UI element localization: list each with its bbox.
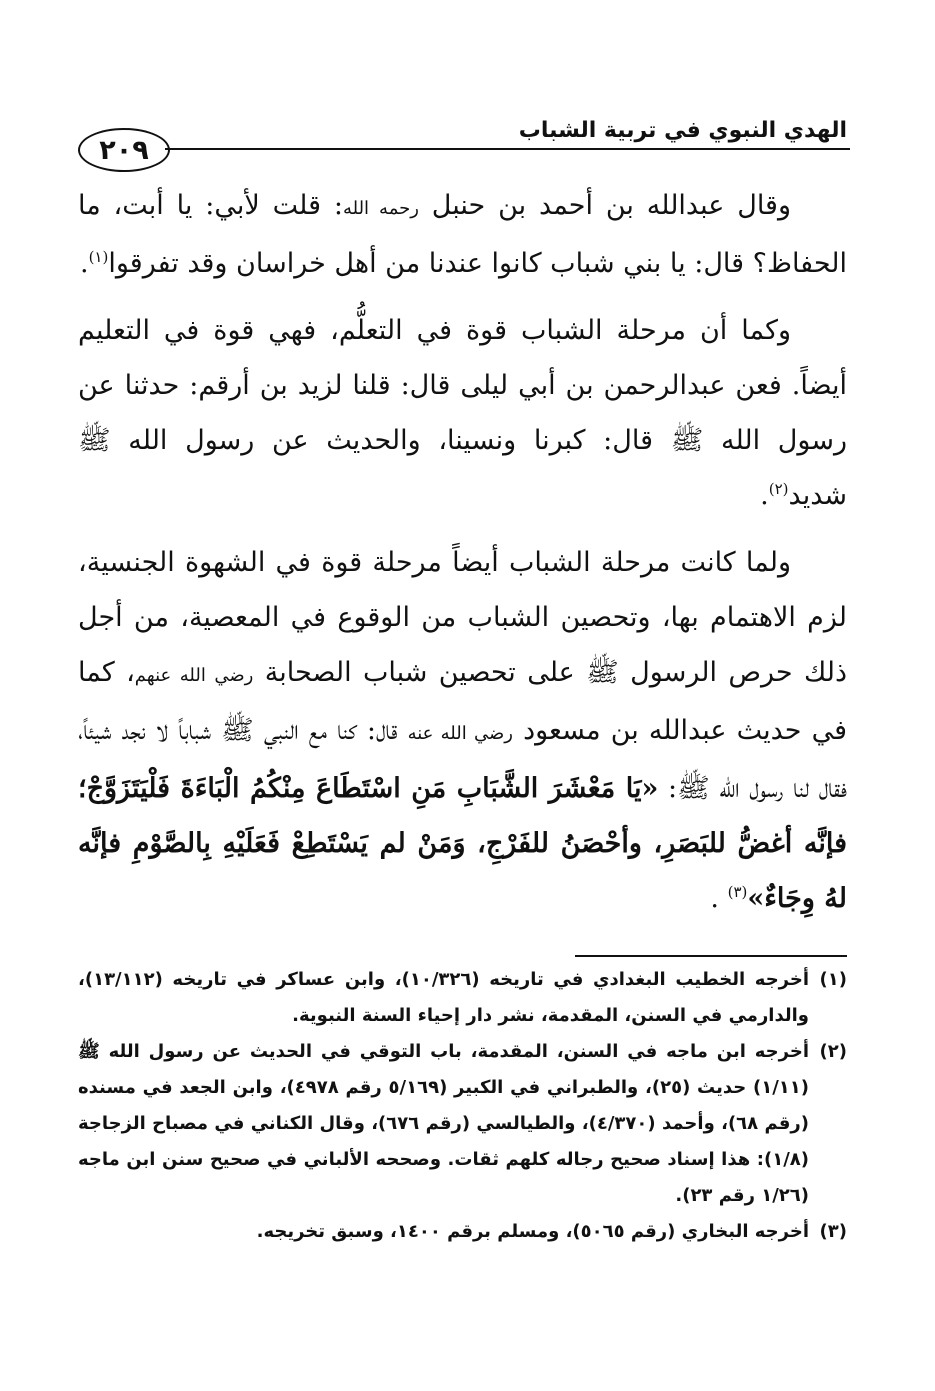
honorific-rahimahullah: رحمه الله [342, 198, 419, 219]
footnote-number: (١) [819, 969, 847, 990]
running-title: الهدي النبوي في تربية الشباب [518, 118, 847, 143]
footnote-number: (٢) [819, 1041, 847, 1062]
paragraph-2-text: وكما أن مرحلة الشباب قوة في التعلُّم، فهي قوة في التعليم أيضاً. فعن عبدالرحمن بن أبي ليلى قال: قلنا لزيد بن أرقم: حدثنا عن رسول الله ﷺ قال: كبرنا ونسينا، والحديث عن رسول الله ﷺ شديد [78, 315, 847, 511]
paragraph-1-text-a: وقال عبدالله بن أحمد بن حنبل [418, 190, 792, 221]
honorific-radiallahu-anhu: رضي الله عنه [407, 723, 513, 744]
footnote-separator [575, 955, 847, 957]
footnote-ref-1[interactable]: (١) [88, 248, 109, 266]
honorific-radiallahu-anhum: رضي الله عنهم [134, 665, 254, 686]
footnote-text: أخرجه البخاري (رقم ٥٠٦٥)، ومسلم برقم ١٤٠٠، وسبق تخريجه. [256, 1221, 809, 1242]
paragraph-1-text-b: : قلت لأبي: يا أبت، ما الحفاظ؟ قال: يا بني شباب كانوا عندنا من أهل خراسان وقد تفرقوا [78, 190, 847, 279]
footnote-text: أخرجه الخطيب البغدادي في تاريخه (١٠/٣٢٦)، وابن عساكر في تاريخه (١٣/١١٢)، والدارمي في السنن، المقدمة، نشر دار إحياء السنة النبوية. [78, 969, 810, 1026]
paragraph-3 [78, 535, 847, 926]
paragraph-2 [78, 303, 847, 523]
main-text [78, 178, 847, 942]
paragraph-3-text-c: قال: كنا مع النبي ﷺ شباباً لا نجد شيئاً، فقال لنا رسول الله ﷺ: [78, 715, 847, 804]
footnotes [78, 962, 847, 1250]
page-number: ٢٠٩ [78, 128, 170, 172]
header-rule [165, 148, 850, 150]
footnote-ref-3[interactable]: (٣) [727, 883, 748, 901]
footnote-ref-2[interactable]: (٢) [768, 480, 789, 498]
paragraph-1-end: . [79, 248, 89, 279]
footnote-number: (٣) [819, 1221, 847, 1242]
paragraph-2-end: . [760, 480, 769, 511]
footnote-1 [78, 962, 847, 1034]
footnote-text: أخرجه ابن ماجه في السنن، المقدمة، باب التوقي في الحديث عن رسول الله ﷺ (١/١١) حديث (٢٥)، والطبراني في الكبير (٥/١٦٩ رقم ٤٩٧٨)، وابن الجعد في مسنده (رقم ٦٨)، وأحمد (٤/٣٧٠)، والطيالسي (رقم ٦٧٦)، وقال الكناني في مصباح الزجاجة (١/٨): هذا إسناد صحيح رجاله كلهم ثقات. وصححه الألباني في صحيح سنن ابن ماجه (١/٢٦ رقم ٢٣). [78, 1041, 810, 1206]
hadith-quote: «يَا مَعْشَرَ الشَّبَابِ مَنِ اسْتَطَاعَ مِنْكُمُ الْبَاءَةَ فَلْيَتَزَوَّجْ؛ فإنَّه أغضُّ للبَصَرِ، وأحْصَنُ للفَرْجِ، وَمَنْ لم يَسْتَطِعْ فَعَلَيْهِ بِالصَّوْمِ فإنَّه لهُ وِجَاءٌ» [78, 773, 847, 914]
paragraph-3-end: . [710, 883, 728, 914]
footnote-3 [78, 1214, 847, 1250]
paragraph-3-text-a: ولما كانت مرحلة الشباب أيضاً مرحلة قوة في الشهوة الجنسية، لزم الاهتمام بها، وتحصين الشباب من الوقوع في المعصية، من أجل ذلك حرص الرسول ﷺ على تحصين شباب الصحابة [78, 547, 847, 688]
footnote-2 [78, 1034, 847, 1214]
paragraph-1 [78, 178, 847, 291]
paragraph-3-text-b: ، كما في حديث عبدالله بن مسعود [78, 657, 847, 746]
